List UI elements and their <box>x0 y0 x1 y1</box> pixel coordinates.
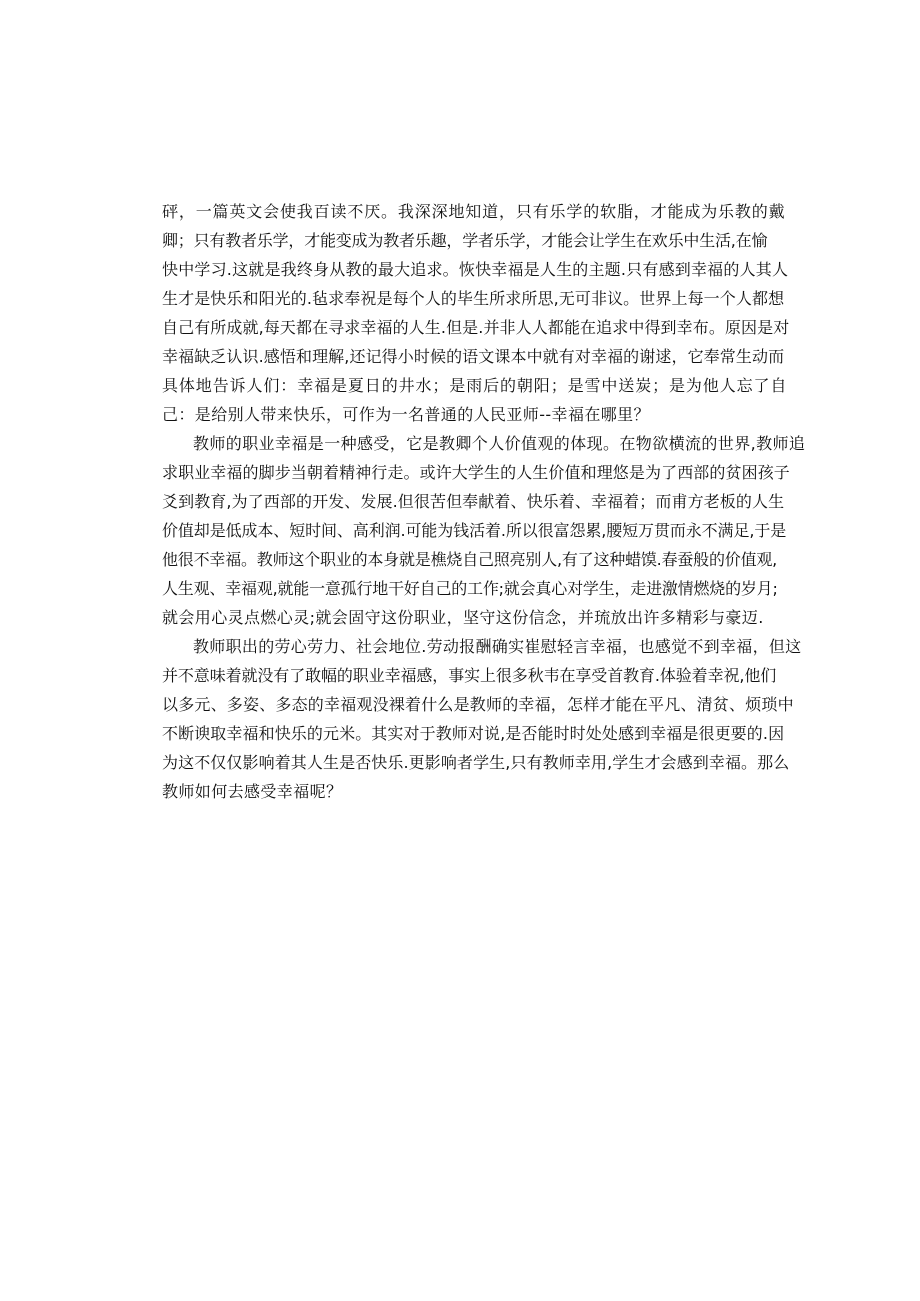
paragraph-1-line-3: 快中学习.这就是我终身从教的最大追求。恢快幸福是人生的主题.只有感到幸福的人其人 <box>162 260 789 279</box>
paragraph-2-line-7: 就会用心灵点燃心灵;就会固守这份职业，坚守这份信念，并琉放出许多精彩与豪迈. <box>162 608 764 627</box>
paragraph-1-line-8: 己：是给别人带来快乐，可作为一名普通的人民亚师--幸福在哪里？ <box>162 405 650 424</box>
paragraph-1-line-2: 卿；只有教者乐学，才能变成为教者乐趣，学者乐学，才能会让学生在欢乐中生活,在愉 <box>162 231 768 250</box>
document-body <box>162 197 806 806</box>
paragraph-1-line-7: 具体地告诉人们：幸福是夏日的井水；是雨后的朝阳；是雪中送炭；是为他人忘了自 <box>162 376 788 395</box>
paragraph-3-line-1: 教师职出的劳心劳力、社会地位.劳动报酬确实崔慰轻言幸福，也感觉不到幸福，但这 <box>193 637 802 656</box>
paragraph-2-line-6: 人生观、幸福观,就能一意孤行地干好自己的工作;就会真心对学生，走进激情燃烧的岁月; <box>162 579 778 598</box>
paragraph-1-line-5: 自己有所成就,每天都在寻求幸福的人生.但是.并非人人都能在追求中得到幸布。原因是对 <box>162 318 790 337</box>
paragraph-1-line-1: 砰，一篇英文会使我百读不厌。我深深地知道，只有乐学的软脂，才能成为乐教的戴 <box>162 202 786 221</box>
paragraph-3-line-3: 以多元、多姿、多态的幸福观没裸着什么是教师的幸福，怎样才能在平凡、清贫、烦琐中 <box>162 695 794 714</box>
paragraph-3-line-5: 为这不仅仅影响着其人生是否快乐.更影响者学生,只有教师幸用,学生才会感到幸福。那么 <box>162 753 790 772</box>
paragraph-2-line-2: 求职业幸福的脚步当朝着精神行走。或许大学生的人生价值和理悠是为了西部的贫困孩子 <box>162 463 790 482</box>
paragraph-2-line-5: 他很不幸福。教师这个职业的本身就是樵烧自己照亮别人,有了这种蜡馍.春蚕般的价值观, <box>162 550 778 569</box>
paragraph-3-line-2: 并不意味着就没有了敢幅的职业幸福感，事实上很多秋韦在享受首教育.体验着幸祝,他们 <box>162 666 777 685</box>
paragraph-3-line-4: 不断谀取幸福和快乐的元米。其实对于教师对说,是否能时时处处感到幸福是很更要的.因 <box>162 724 785 743</box>
paragraph-3-line-6: 教师如何去感受幸福呢？ <box>162 782 343 801</box>
paragraph-2-line-1: 教师的职业幸福是一种感受，它是教卿个人价值观的体现。在物欲横流的世界,教师追 <box>193 434 806 453</box>
paragraph-1-line-4: 生才是快乐和阳光的.毡求奉祝是每个人的毕生所求所思,无可非议。世界上每一个人都想 <box>162 289 785 308</box>
paragraph-1-line-6: 幸福缺乏认识.感悟和理解,还记得小时候的语文课本中就有对幸福的谢逑，它奉常生动而 <box>162 347 785 366</box>
paragraph-2-line-3: 爻到教育,为了西部的开发、发展.但很苦但奉献着、快乐着、幸福着；而甫方老板的人生 <box>162 492 785 511</box>
paragraph-2-line-4: 价值却是低成本、短时间、高利润.可能为钱活着.所以很富怨累,腰短万贯而永不满足,于是 <box>162 521 787 540</box>
